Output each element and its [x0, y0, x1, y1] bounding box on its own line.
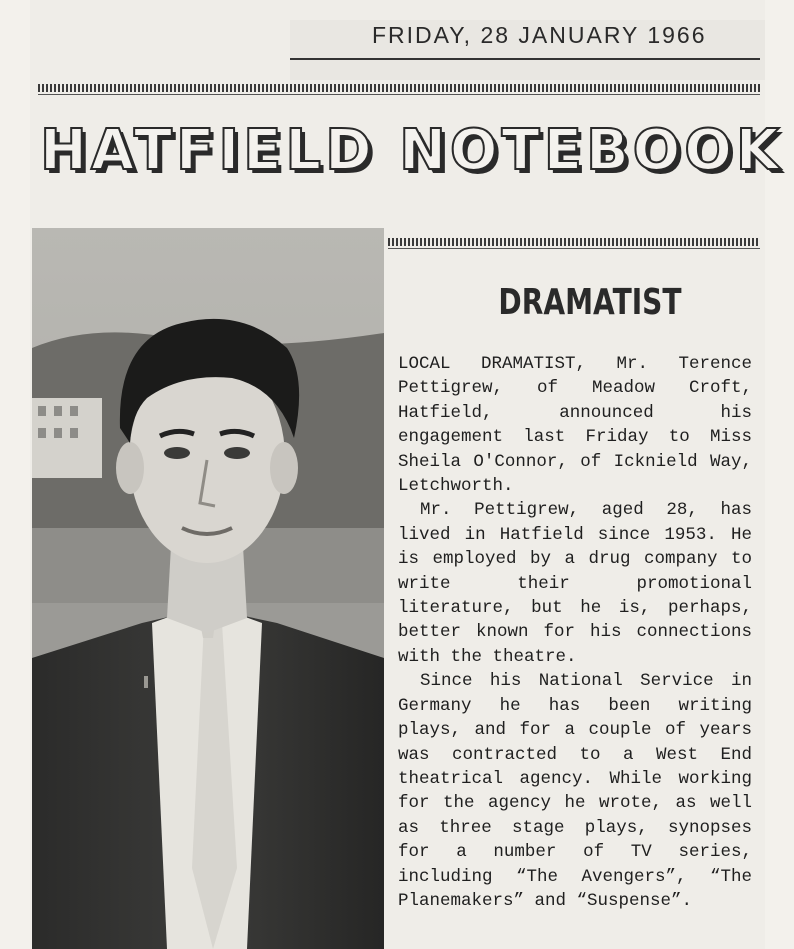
article-headline: DRAMATIST [498, 282, 682, 323]
article-body [398, 352, 752, 947]
rule-under-article-dots [388, 248, 760, 249]
dotted-rule-top [38, 84, 760, 92]
portrait-photo [32, 228, 384, 949]
portrait-illustration [32, 228, 384, 949]
article-paragraph: Mr. Pettigrew, aged 28, has lived in Hatfield since 1953. He is employed by a drug company to write their promotional literature, but he is, perhaps, better known for his connections with the theatre. [398, 500, 752, 667]
dateline: FRIDAY, 28 JANUARY 1966 [372, 22, 707, 48]
article-paragraph: Since his National Service in Germany he has been writing plays, and for a couple of years was contracted to a West End theatrical agency. While working for the agency he wrote, as well as three stage plays, synopses for a number of TV series, including “The Avengers”, “The Planemakers” and “Suspense”. [398, 671, 752, 911]
dotted-rule-article [388, 238, 760, 246]
masthead: HATFIELD NOTEBOOK [40, 118, 784, 183]
article-paragraph: LOCAL DRAMATIST, Mr. Terence Pettigrew, of Meadow Croft, Hatfield, announced his engagement last Friday to Miss Sheila O'Connor, of Icknield Way, Letchworth. [398, 354, 752, 497]
rule-under-dots [38, 94, 760, 95]
date-rule [290, 58, 760, 60]
